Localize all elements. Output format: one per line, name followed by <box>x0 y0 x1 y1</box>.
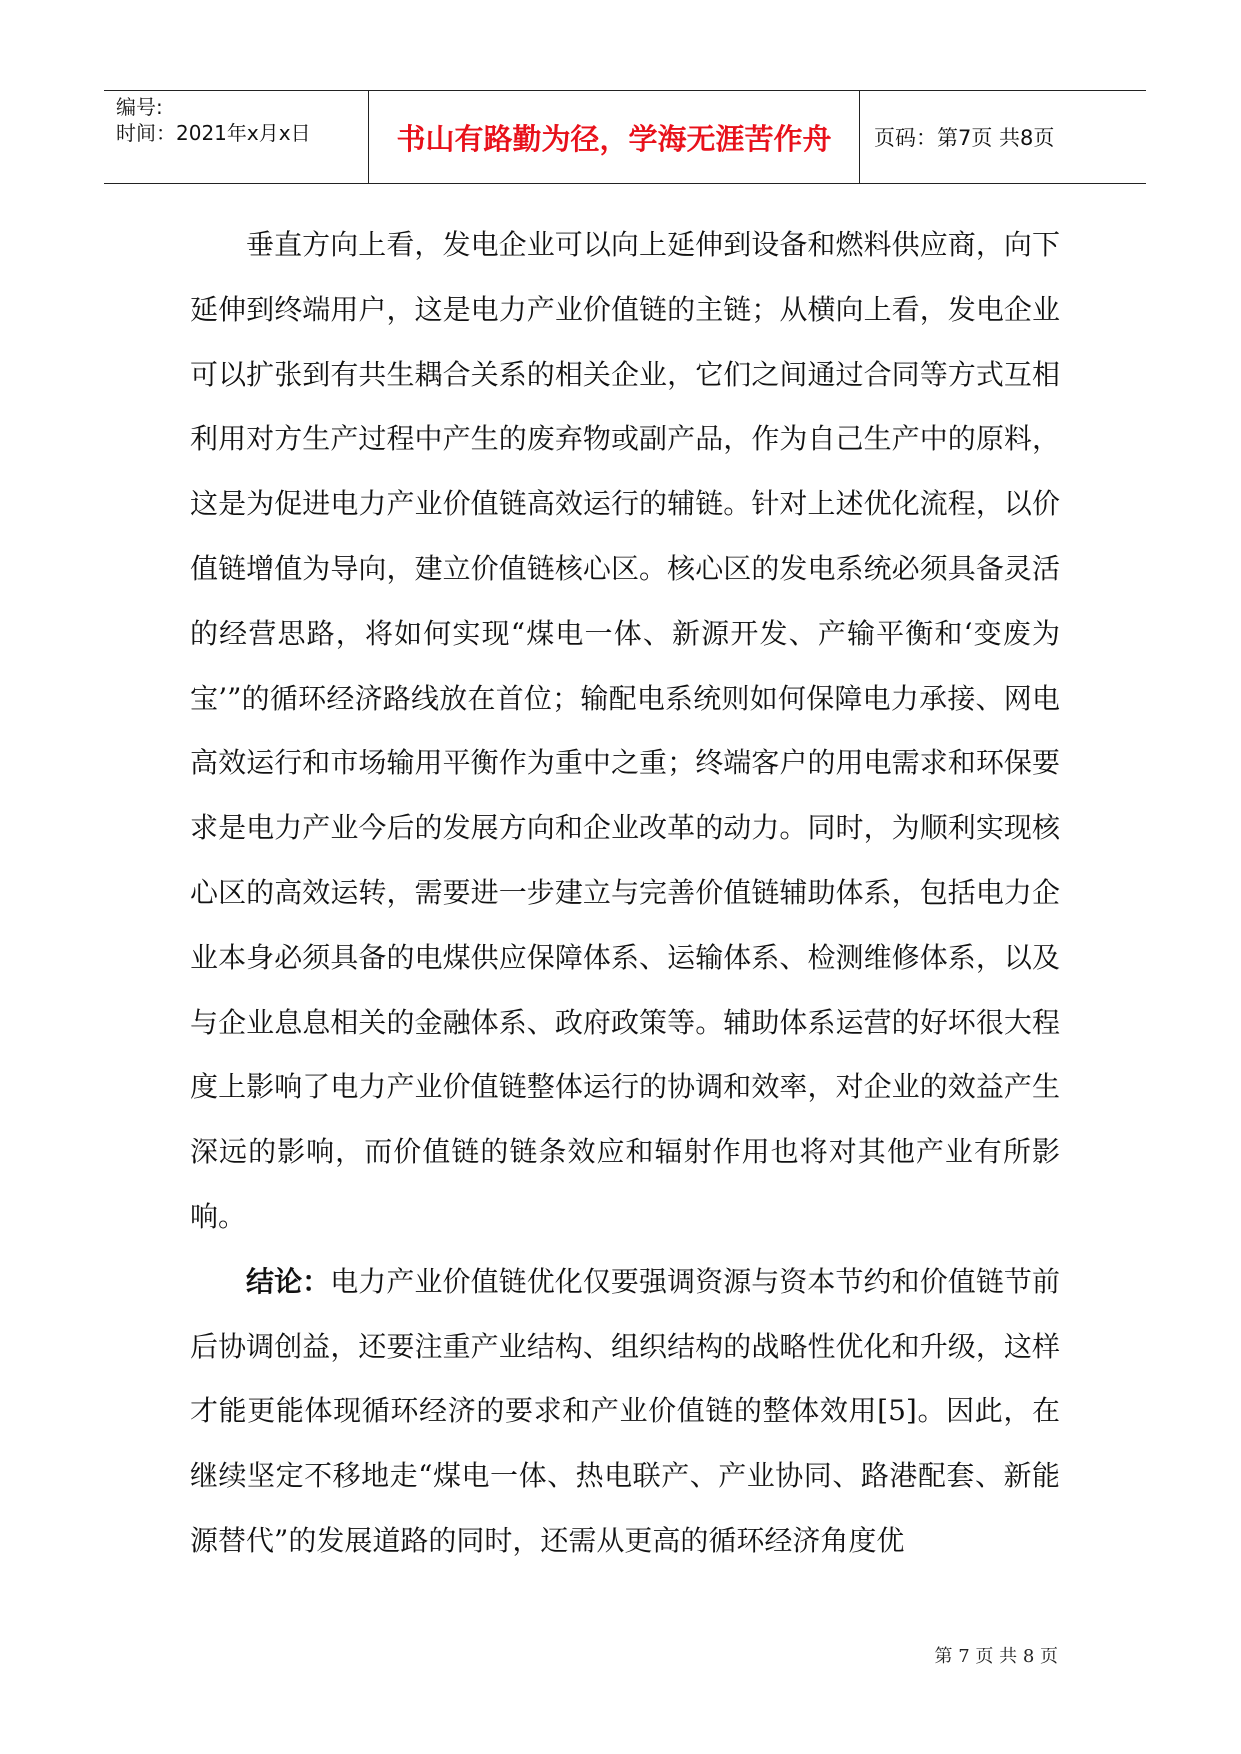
date-label: 时间：2021年x月x日 <box>116 121 311 145</box>
header-motto-cell <box>369 91 860 183</box>
conclusion-text: 电力产业价值链优化仅要强调资源与资本节约和价值链节前后协调创益，还要注重产业结构、组织结构的战略性优化和升级，这样才能更能体现循环经济的要求和产业价值链的整体效用[5]。因此，在继续坚定不移地走“煤电一体、热电联产、产业协同、路港配套、新能源替代”的发展道路的同时，还需从更高的循环经济角度优 <box>190 1264 1060 1557</box>
header-page-info: 页码：第7页 共8页 <box>874 126 1055 150</box>
conclusion-label: 结论： <box>246 1264 331 1298</box>
serial-number-label: 编号: <box>116 95 163 119</box>
page-header <box>104 90 1146 184</box>
header-meta <box>104 91 369 183</box>
document-body <box>190 213 1060 1574</box>
page-footer: 第 7 页 共 8 页 <box>934 1646 1058 1667</box>
body-paragraph-2 <box>190 1250 1060 1574</box>
header-page-info-cell <box>860 91 1146 183</box>
body-paragraph-1: 垂直方向上看，发电企业可以向上延伸到设备和燃料供应商，向下延伸到终端用户，这是电力产业价值链的主链；从横向上看，发电企业可以扩张到有共生耦合关系的相关企业，它们之间通过合同等方式互相利用对方生产过程中产生的废弃物或副产品，作为自己生产中的原料，这是为促进电力产业价值链高效运行的辅链。针对上述优化流程，以价值链增值为导向，建立价值链核心区。核心区的发电系统必须具备灵活的经营思路，将如何实现“煤电一体、新源开发、产输平衡和‘变废为宝’”的循环经济路线放在首位；输配电系统则如何保障电力承接、网电高效运行和市场输用平衡作为重中之重；终端客户的用电需求和环保要求是电力产业今后的发展方向和企业改革的动力。同时，为顺利实现核心区的高效运转，需要进一步建立与完善价值链辅助体系，包括电力企业本身必须具备的电煤供应保障体系、运输体系、检测维修体系，以及与企业息息相关的金融体系、政府政策等。辅助体系运营的好坏很大程度上影响了电力产业价值链整体运行的协调和效率，对企业的效益产生深远的影响，而价值链的链条效应和辐射作用也将对其他产业有所影响。 <box>190 228 1060 1233</box>
header-motto: 书山有路勤为径，学海无涯苦作舟 <box>396 121 832 156</box>
